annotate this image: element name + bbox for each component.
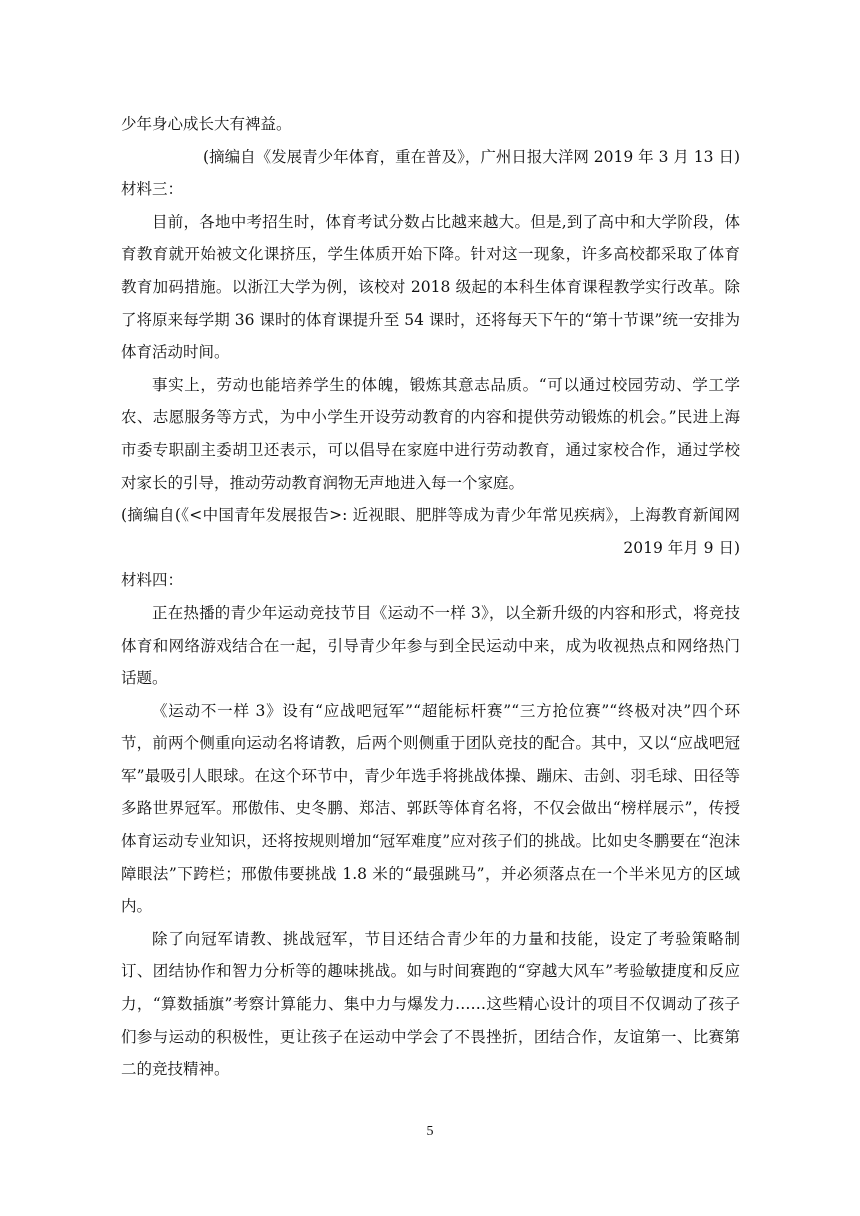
- material-4-heading: 材料四：: [121, 571, 184, 590]
- material-3-heading: 材料三：: [121, 180, 184, 199]
- source-citation-3-date: 2019 年月 9 日): [623, 538, 740, 557]
- material-4-paragraph: 《运动不一样 3》设有“应战吧冠军”“超能标杆赛”“三方抢位赛”“终极对决”四个环节，前两个侧重向运动名将请教，后两个则侧重于团队竞技的配合。其中，又以“应战吧冠军”最吸引人眼球。在这个环节中，青少年选手将挑战体操、蹦床、击剑、羽毛球、田径等多路世界冠军。邢傲伟、史冬鹏、郑洁、郭跃等体育名将，不仅会做出“榜样展示”，传授体育运动专业知识，还将按规则增加“冠军难度”应对孩子们的挑战。比如史冬鹏要在“泡沫障眼法”下跨栏；邢傲伟要挑战 1.8 米的“最强跳马”，并必须落点在一个半米见方的区域内。: [121, 701, 740, 916]
- source-citation-3: (摘编自(《<中国青年发展报告>: 近视眼、肥胖等成为青少年常见疾病》，上海教育新闻网: [121, 506, 740, 525]
- material-4-paragraph: 正在热播的青少年运动竞技节目《运动不一样 3》，以全新升级的内容和形式，将竞技体育和网络游戏结合在一起，引导青少年参与到全民运动中来，成为收视热点和网络热门话题。: [121, 603, 740, 688]
- continuation-text: 少年身心成长大有裨益。: [121, 115, 292, 133]
- source-citation-2: (摘编自《发展青少年体育，重在普及》，广州日报大洋网 2019 年 3 月 13 日): [203, 147, 740, 166]
- page-number: 5: [426, 1124, 434, 1139]
- material-3-paragraph: 目前，各地中考招生时，体育考试分数占比越来越大。但是,到了高中和大学阶段，体育教育就开始被文化课挤压，学生体质开始下降。针对这一现象，许多高校都采取了体育教育加码措施。以浙江大学为例，该校对 2018 级起的本科生体育课程教学实行改革。除了将原来每学期 36 课时的体育课提升至 54 课时，还将每天下午的“第十节课”统一安排为体育活动时间。: [121, 212, 740, 362]
- material-3-paragraph: 事实上，劳动也能培养学生的体魄，锻炼其意志品质。“可以通过校园劳动、学工学农、志愿服务等方式，为中小学生开设劳动教育的内容和提供劳动锻炼的机会。”民进上海市委专职副主委胡卫还表示，可以倡导在家庭中进行劳动教育，通过家校合作，通过学校对家长的引导，推动劳动教育润物无声地进入每一个家庭。: [121, 375, 740, 492]
- document-body: [121, 108, 740, 1086]
- material-4-paragraph: 除了向冠军请教、挑战冠军，节目还结合青少年的力量和技能，设定了考验策略制订、团结协作和智力分析等的趣味挑战。如与时间赛跑的“穿越大风车”考验敏捷度和反应力，“算数插旗”考察计算能力、集中力与爆发力……这些精心设计的项目不仅调动了孩子们参与运动的积极性，更让孩子在运动中学会了不畏挫折，团结合作，友谊第一、比赛第二的竞技精神。: [121, 929, 740, 1079]
